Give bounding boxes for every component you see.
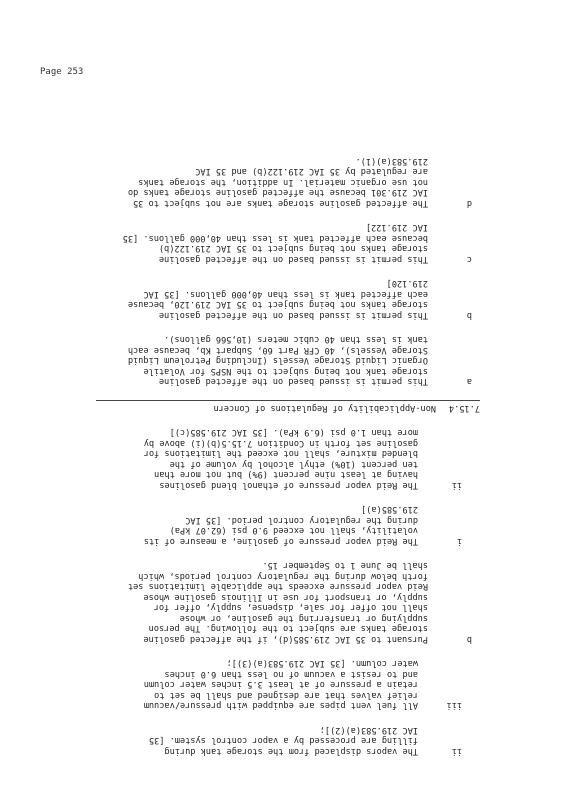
line-text: Storage Vessels), 40 CFR Part 60, Subpart Kb, because each xyxy=(127,345,428,355)
item-marker xyxy=(428,166,476,177)
line-text: storage tanks not being subject to 35 IAC 219.122(b) xyxy=(158,243,428,254)
paragraph-line xyxy=(96,581,476,592)
line-text: not use organic material. In addition, the storage tanks xyxy=(138,177,428,187)
paragraph-line xyxy=(96,438,476,449)
block-gap xyxy=(96,264,476,278)
paragraph-line xyxy=(96,690,476,701)
item-marker xyxy=(428,613,476,624)
line-text: The vapors displaced from the storage tank during xyxy=(164,746,418,756)
paragraph-line xyxy=(96,198,476,209)
line-text: 219.583(a)(1). xyxy=(355,156,428,166)
line-text: All fuel vent pipes are equipped with pressure/vacuum xyxy=(143,700,418,711)
paragraph-line xyxy=(96,166,476,177)
item-marker xyxy=(418,669,476,680)
line-text: supply, or transport for use in Illinois gasoline whose xyxy=(143,592,428,602)
item-marker xyxy=(428,243,476,254)
paragraph-line xyxy=(96,427,476,438)
paragraph-line xyxy=(96,310,476,321)
item-marker: b xyxy=(466,310,472,320)
item-marker xyxy=(428,299,476,310)
block-gap xyxy=(96,320,476,334)
item-marker xyxy=(418,504,476,515)
item-marker xyxy=(418,469,476,480)
section-heading xyxy=(96,401,480,414)
paragraph-line xyxy=(96,679,476,690)
line-text: tank is less than 40 cubic meters (10,566 gallons). xyxy=(164,334,428,345)
item-marker xyxy=(418,679,476,690)
paragraph-line xyxy=(96,366,476,377)
line-text: shall be June 1 to September 15. xyxy=(262,560,428,571)
line-text: storage tank not being subject to the NSPS for Volatile xyxy=(143,366,428,376)
line-text: IAC 219.122] xyxy=(365,222,428,233)
item-marker: ii xyxy=(451,746,462,756)
line-text: IAC 219.583(a)(2)]; xyxy=(319,725,418,735)
line-text: forth below during the regulatory control periods, which xyxy=(138,571,428,581)
paragraph-line xyxy=(96,469,476,480)
paragraph-line xyxy=(96,571,476,582)
item-marker xyxy=(418,448,476,459)
item-marker xyxy=(418,427,476,438)
item-marker xyxy=(418,525,476,536)
line-text: Reid vapor pressure exceeds the applicable limitations set xyxy=(127,581,428,592)
item-marker xyxy=(428,592,476,603)
paragraph-line xyxy=(96,156,476,167)
paragraph-line xyxy=(96,459,476,470)
paragraph-line xyxy=(96,504,476,515)
item-marker xyxy=(428,345,476,356)
paragraph-line xyxy=(96,613,476,624)
paragraph-line xyxy=(96,669,476,680)
line-text: storage tanks not being subject to 35 IAC 219.120, because xyxy=(127,299,428,310)
paragraph-line xyxy=(96,233,476,244)
paragraph-line xyxy=(96,592,476,603)
paragraph-line xyxy=(96,560,476,571)
line-text: during the regulatory control period. [35 IAC xyxy=(185,515,418,525)
paragraph-line xyxy=(96,278,476,289)
item-marker xyxy=(418,658,476,669)
paragraph-line xyxy=(96,602,476,613)
paragraph-line xyxy=(96,289,476,300)
line-text: water column. [35 IAC 219.583(a)(3)]; xyxy=(226,658,418,669)
item-marker xyxy=(418,459,476,470)
line-text: are regulated by 35 IAC 219.122(b) and 35 IAC xyxy=(195,166,428,177)
line-text: Non-Applicability of Regulations of Concern xyxy=(213,403,436,413)
line-text: The Reid vapor pressure of gasoline, a measure of its xyxy=(143,536,418,546)
item-marker: 7.15.4 xyxy=(448,403,480,413)
paragraph-line xyxy=(96,746,476,757)
line-text: each affected tank is less than 40,000 gallons. [35 IAC xyxy=(143,289,428,299)
block-gap xyxy=(96,711,476,725)
paragraph-line xyxy=(96,515,476,526)
line-text: more than 1.0 psi (6.9 kPa). [35 IAC 219.585(c)] xyxy=(169,427,418,438)
item-marker xyxy=(428,366,476,377)
document-content xyxy=(96,156,480,757)
item-marker xyxy=(428,222,476,233)
item-marker xyxy=(428,581,476,592)
paragraph-line xyxy=(96,355,476,366)
line-text: This permit is issued based on the affected gasoline xyxy=(158,376,428,387)
paragraph-line xyxy=(96,634,476,645)
item-marker xyxy=(428,187,476,198)
line-text: ten percent (10%) ethyl alcohol by volume of the xyxy=(169,459,418,469)
paragraph-line xyxy=(96,658,476,669)
item-marker: i xyxy=(456,536,462,546)
line-text: shall not offer for sale, dispense, supply, offer for xyxy=(153,602,428,613)
item-marker xyxy=(428,156,476,167)
block-gap xyxy=(96,208,476,222)
paragraph-line xyxy=(96,254,476,265)
item-marker: c xyxy=(466,254,472,264)
block-gap xyxy=(96,490,476,504)
paragraph-line xyxy=(96,525,476,536)
line-text: volatility, shall not exceed 9.0 psi (62.07 kPa) xyxy=(169,525,418,536)
paragraph-line xyxy=(96,480,476,491)
item-marker xyxy=(428,289,476,300)
item-marker xyxy=(428,334,476,345)
line-text: storage tanks are subject to the following. The person xyxy=(148,623,428,634)
item-marker xyxy=(428,177,476,188)
line-text: because each affected tank is less than 40,000 gallons. [35 xyxy=(122,233,428,243)
item-marker xyxy=(428,560,476,571)
block-gap xyxy=(96,644,476,658)
line-text: 219.585(a)] xyxy=(361,504,418,515)
paragraph-line xyxy=(96,376,476,387)
line-text: Pursuant to 35 IAC 219.585(d), if the affected gasoline xyxy=(143,634,428,644)
item-marker: iii xyxy=(446,700,462,711)
item-marker xyxy=(428,571,476,582)
item-marker xyxy=(428,278,476,289)
item-marker xyxy=(428,602,476,613)
line-text: The Reid vapor pressure of ethanol blend gasolines xyxy=(159,480,418,490)
line-text: having at least nine percent (9%) but not more than xyxy=(154,469,418,480)
item-marker xyxy=(418,735,476,746)
paragraph-line xyxy=(96,187,476,198)
page-number: Page 253 xyxy=(40,67,84,77)
paragraph-line xyxy=(96,345,476,356)
line-text: This permit is issued based on the affected gasoline xyxy=(158,254,428,264)
line-text: The affected gasoline storage tanks are not subject to 35 xyxy=(133,198,428,208)
item-marker: ii xyxy=(451,480,462,490)
item-marker xyxy=(428,233,476,244)
item-marker: d xyxy=(466,198,472,208)
paragraph-line xyxy=(96,536,476,547)
line-text: gasoline set forth in Condition 7.15.5(b)(i) above by xyxy=(143,438,418,448)
block-gap xyxy=(96,413,476,427)
line-text: 219.120] xyxy=(386,278,428,289)
paragraph-line xyxy=(96,448,476,459)
line-text: IAC 219.301 because the affected gasoline storage tanks do xyxy=(127,187,428,198)
paragraph-line xyxy=(96,623,476,634)
paragraph-line xyxy=(96,222,476,233)
paragraph-line xyxy=(96,299,476,310)
item-marker: b xyxy=(466,634,472,644)
line-text: retain a pressure of at least 3.5 inches water column xyxy=(143,679,418,690)
paragraph-line xyxy=(96,735,476,746)
line-text: blended mixture, shall not exceed the limitations for xyxy=(143,448,418,459)
line-text: Organic Liquid Storage Vessels (Including Petroleum Liquid xyxy=(127,355,428,366)
block-gap xyxy=(96,546,476,560)
line-text: and to resist a vacuum of no less than 6.0 inches xyxy=(164,669,418,679)
item-marker xyxy=(428,623,476,634)
line-text: This permit is issued based on the affected gasoline xyxy=(158,310,428,320)
block-gap xyxy=(96,387,476,401)
line-text: supplying or transferring the gasoline, or whose xyxy=(179,613,428,623)
line-text: relief valves that are designed and shall be set to xyxy=(154,690,418,700)
paragraph-line xyxy=(96,177,476,188)
item-marker: a xyxy=(466,376,472,387)
item-marker xyxy=(418,515,476,526)
paragraph-line xyxy=(96,725,476,736)
paragraph-line xyxy=(96,334,476,345)
paragraph-line xyxy=(96,243,476,254)
item-marker xyxy=(418,690,476,701)
item-marker xyxy=(418,438,476,449)
paragraph-line xyxy=(96,700,476,711)
item-marker xyxy=(418,725,476,736)
item-marker xyxy=(428,355,476,366)
line-text: filling are processed by a vapor control system. [35 xyxy=(148,735,418,746)
